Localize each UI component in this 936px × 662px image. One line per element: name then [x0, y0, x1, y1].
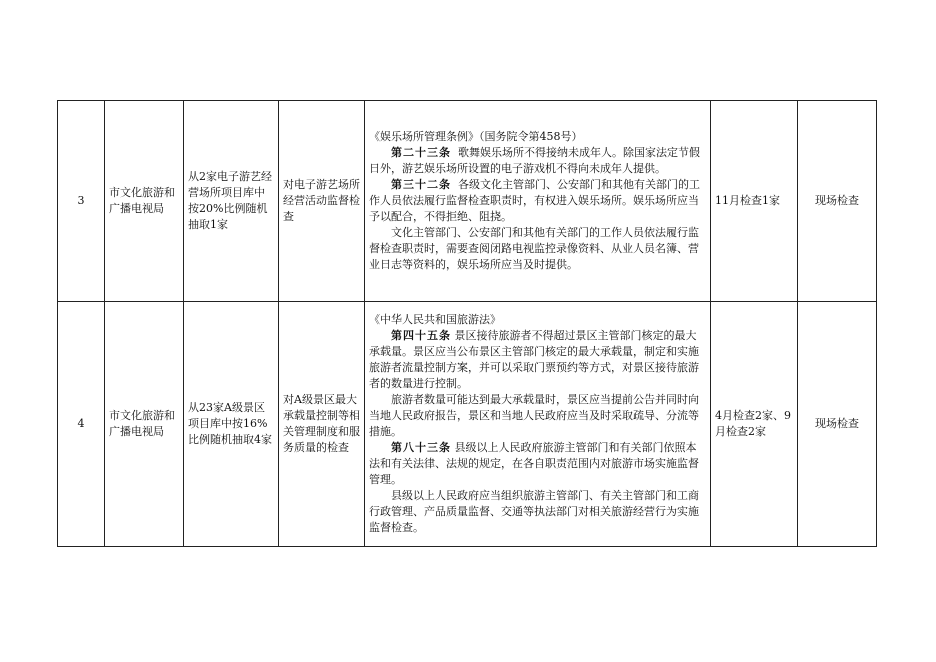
table-row [58, 101, 877, 302]
legal-basis-cell [365, 302, 711, 547]
law-title: 《娱乐场所管理条例》（国务院令第458号） [369, 130, 583, 143]
article-text: 旅游者数量可能达到最大承载量时，景区应当提前公告并同时向当地人民政府报告，景区和当地人民政府应当及时采取疏导、分流等措施。 [369, 393, 699, 438]
row-number: 3 [58, 101, 105, 302]
inspection-time-cell: 11月检查1家 [711, 101, 798, 302]
sampling-cell: 从2家电子游艺经营场所项目库中按20%比例随机抽取1家 [184, 101, 279, 302]
article-text: 文化主管部门、公安部门和其他有关部门的工作人员依法履行监督检查职责时，需要查阅闭路电视监控录像资料、从业人员名簿、营业日志等资料的，娱乐场所应当及时提供。 [369, 226, 699, 271]
article-title: 第三十二条 [391, 178, 451, 191]
article-text: 景区接待旅游者不得超过景区主管部门核定的最大承载量。景区应当公布景区主管部门核定的最大承载量，制定和实施旅游者流量控制方案，并可以采取门票预约等方式，对景区接待旅游者的数量进行控制。 [369, 329, 699, 390]
article-title: 第四十五条 [391, 329, 451, 342]
inspection-method-cell: 现场检查 [798, 302, 877, 547]
article-paragraph [369, 225, 706, 273]
inspection-table [57, 100, 877, 547]
inspection-time-cell: 4月检查2家、9月检查2家 [711, 302, 798, 547]
article-paragraph [369, 440, 706, 488]
agency-cell: 市文化旅游和广播电视局 [105, 101, 184, 302]
legal-basis-cell [365, 101, 711, 302]
article-title: 第二十三条 [391, 146, 451, 159]
article-paragraph [369, 392, 706, 440]
inspection-item-cell: 对电子游艺场所经营活动监督检查 [279, 101, 365, 302]
law-title: 《中华人民共和国旅游法》 [369, 313, 501, 326]
agency-cell: 市文化旅游和广播电视局 [105, 302, 184, 547]
sampling-cell: 从23家A级景区项目库中按16%比例随机抽取4家 [184, 302, 279, 547]
article-text: 县级以上人民政府应当组织旅游主管部门、有关主管部门和工商行政管理、产品质量监督、交通等执法部门对相关旅游经营行为实施监督检查。 [369, 489, 699, 534]
article-paragraph [369, 488, 706, 536]
inspection-method-cell: 现场检查 [798, 101, 877, 302]
row-number: 4 [58, 302, 105, 547]
article-text: 歌舞娱乐场所不得接纳未成年人。除国家法定节假日外，游艺娱乐场所设置的电子游戏机不得向未成年人提供。 [369, 146, 700, 175]
article-title: 第八十三条 [391, 441, 451, 454]
article-text: 县级以上人民政府旅游主管部门和有关部门依照本法和有关法律、法规的规定，在各自职责范围内对旅游市场实施监督管理。 [369, 441, 699, 486]
inspection-item-cell: 对A级景区最大承载量控制等相关管理制度和服务质量的检查 [279, 302, 365, 547]
article-paragraph [369, 177, 706, 225]
article-paragraph [369, 145, 706, 177]
article-text: 各级文化主管部门、公安部门和其他有关部门的工作人员依法履行监督检查职责时，有权进入娱乐场所。娱乐场所应当予以配合，不得拒绝、阻挠。 [369, 178, 700, 223]
article-paragraph [369, 328, 706, 392]
table-row [58, 302, 877, 547]
